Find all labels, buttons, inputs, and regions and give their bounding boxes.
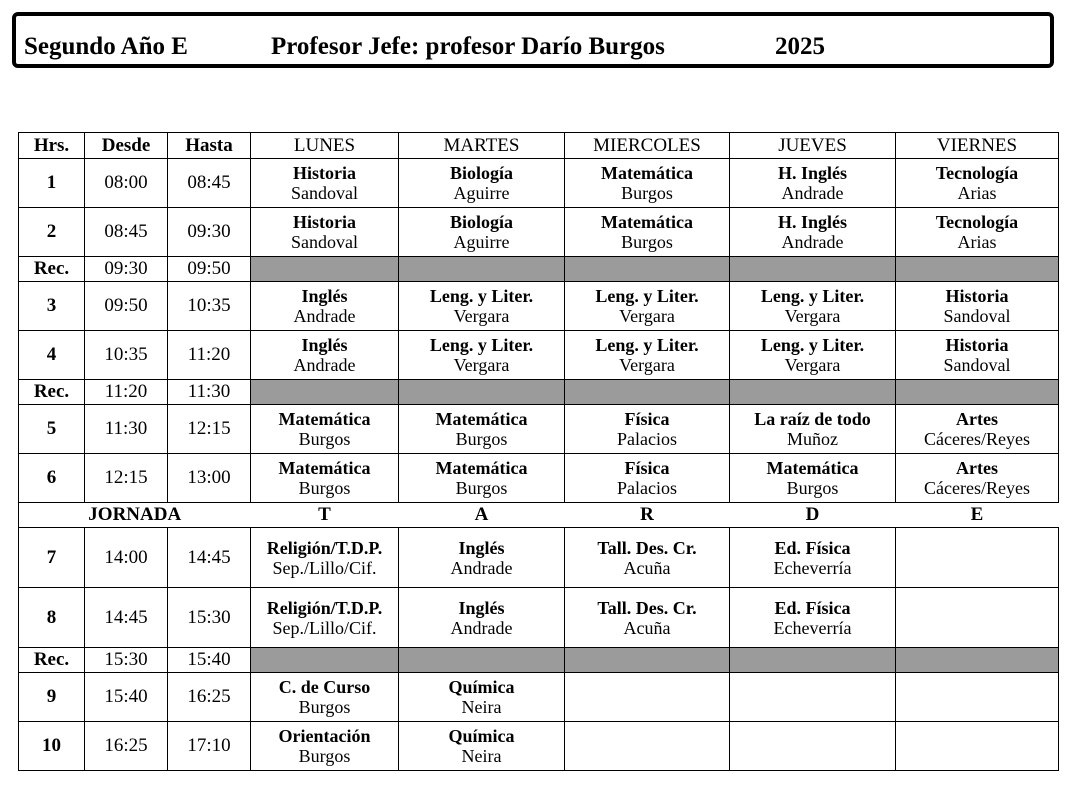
end-time: 08:45 (168, 159, 251, 208)
recess-cell (896, 648, 1059, 673)
teacher-name: Echeverría (773, 617, 852, 638)
teacher-name: Burgos (298, 746, 351, 766)
jornada-letter: R (565, 503, 730, 528)
period-row (19, 331, 1059, 380)
teacher-name: Acuña (623, 557, 671, 578)
class-cell (730, 588, 896, 648)
period-number: Rec. (19, 380, 85, 405)
start-time: 09:50 (85, 282, 168, 331)
class-cell (565, 588, 730, 648)
teacher-name: Andrade (450, 617, 513, 638)
teacher-name: Sep./Lillo/Cif. (272, 557, 377, 578)
subject-name: Leng. y Liter. (595, 335, 699, 355)
class-cell (251, 722, 399, 771)
class-cell (399, 405, 565, 454)
teacher-name: Sandoval (943, 306, 1011, 326)
end-time: 13:00 (168, 454, 251, 503)
teacher-name: Arias (957, 232, 997, 252)
teacher-name: Burgos (621, 183, 673, 203)
class-cell (896, 331, 1059, 380)
end-time: 09:50 (168, 257, 251, 282)
class-cell (565, 673, 730, 722)
period-row (19, 159, 1059, 208)
subject-name: Matemática (435, 458, 528, 478)
teacher-name: Burgos (298, 697, 351, 717)
subject-name: Leng. y Liter. (429, 335, 534, 355)
class-cell (251, 159, 399, 208)
subject-name: Biología (449, 163, 513, 183)
start-time: 10:35 (85, 331, 168, 380)
recess-cell (251, 380, 399, 405)
teacher-name: Andrade (450, 557, 513, 578)
class-cell (565, 159, 730, 208)
subject-name: Química (448, 677, 515, 697)
class-cell (399, 282, 565, 331)
class-cell (565, 722, 730, 771)
recess-cell (399, 648, 565, 673)
class-cell (399, 331, 565, 380)
class-cell (896, 588, 1059, 648)
class-cell (565, 208, 730, 257)
end-time: 11:20 (168, 331, 251, 380)
subject-name: Matemática (766, 458, 859, 478)
column-header: MARTES (399, 133, 565, 159)
recess-cell (730, 648, 896, 673)
class-cell (251, 454, 399, 503)
class-cell (399, 208, 565, 257)
teacher-name: Vergara (784, 306, 841, 326)
teacher-name: Echeverría (773, 557, 852, 578)
subject-name: Inglés (458, 537, 505, 558)
teacher-name: Burgos (298, 429, 351, 449)
teacher-name: Palacios (617, 429, 677, 449)
class-cell (896, 208, 1059, 257)
class-cell (399, 588, 565, 648)
teacher-name: Burgos (455, 429, 508, 449)
teacher-name: Vergara (619, 355, 675, 375)
subject-name: H. Inglés (777, 212, 847, 232)
course-title: Segundo Año E (24, 33, 188, 60)
teacher-name: Aguirre (453, 232, 510, 252)
teacher-name: Andrade (781, 232, 844, 252)
class-cell (730, 673, 896, 722)
teacher-name: Neira (461, 697, 502, 717)
column-header: Desde (85, 133, 168, 159)
teacher-name: Vergara (784, 355, 841, 375)
class-cell (565, 454, 730, 503)
subject-name: Matemática (601, 212, 693, 232)
jornada-label: JORNADA (19, 503, 251, 528)
start-time: 09:30 (85, 257, 168, 282)
subject-name: Tecnología (935, 212, 1019, 232)
teacher-name: Palacios (617, 478, 677, 498)
class-cell (399, 722, 565, 771)
column-header: Hasta (168, 133, 251, 159)
end-time: 15:30 (168, 588, 251, 648)
teacher-name: Sandoval (291, 232, 358, 252)
end-time: 09:30 (168, 208, 251, 257)
teacher-name: Sandoval (943, 355, 1011, 375)
period-number: 2 (19, 208, 85, 257)
subject-name: Inglés (458, 597, 505, 618)
column-header: MIERCOLES (565, 133, 730, 159)
column-header: Hrs. (19, 133, 85, 159)
teacher-name: Aguirre (453, 183, 510, 203)
class-cell (399, 454, 565, 503)
subject-name: Inglés (301, 335, 348, 355)
subject-name: Física (624, 409, 670, 429)
recess-cell (251, 257, 399, 282)
class-cell (399, 673, 565, 722)
end-time: 10:35 (168, 282, 251, 331)
recess-cell (565, 648, 730, 673)
teacher-name: Burgos (298, 478, 351, 498)
class-cell (565, 405, 730, 454)
period-row (19, 722, 1059, 771)
class-cell (251, 588, 399, 648)
end-time: 17:10 (168, 722, 251, 771)
subject-name: Inglés (301, 286, 348, 306)
period-number: 7 (19, 528, 85, 588)
period-row (19, 588, 1059, 648)
subject-name: Matemática (601, 163, 693, 183)
recess-cell (730, 380, 896, 405)
class-cell (251, 282, 399, 331)
start-time: 11:20 (85, 380, 168, 405)
subject-name: Química (448, 726, 515, 746)
end-time: 15:40 (168, 648, 251, 673)
class-cell (399, 528, 565, 588)
column-header: LUNES (251, 133, 399, 159)
recess-cell (399, 257, 565, 282)
teacher-name: Vergara (453, 355, 510, 375)
recess-row (19, 380, 1059, 405)
class-cell (565, 331, 730, 380)
subject-name: Leng. y Liter. (429, 286, 534, 306)
class-cell (399, 159, 565, 208)
recess-cell (730, 257, 896, 282)
class-cell (896, 673, 1059, 722)
class-cell (730, 159, 896, 208)
period-row (19, 454, 1059, 503)
period-row (19, 528, 1059, 588)
class-cell (730, 405, 896, 454)
jornada-letter: A (399, 503, 565, 528)
recess-cell (251, 648, 399, 673)
period-number: 1 (19, 159, 85, 208)
class-cell (896, 159, 1059, 208)
subject-name: Matemática (278, 458, 371, 478)
subject-name: Leng. y Liter. (595, 286, 699, 306)
class-cell (251, 208, 399, 257)
period-number: 5 (19, 405, 85, 454)
teacher-name: Neira (461, 746, 502, 766)
teacher-name: Arias (957, 183, 997, 203)
teacher-name: Cáceres/Reyes (924, 429, 1030, 449)
class-cell (730, 454, 896, 503)
jornada-letter: T (251, 503, 399, 528)
teacher-name: Vergara (453, 306, 510, 326)
recess-cell (565, 380, 730, 405)
start-time: 08:00 (85, 159, 168, 208)
end-time: 14:45 (168, 528, 251, 588)
teacher-name: Sep./Lillo/Cif. (272, 617, 377, 638)
schedule-table (18, 132, 1059, 771)
subject-name: Física (624, 458, 670, 478)
recess-cell (896, 380, 1059, 405)
start-time: 11:30 (85, 405, 168, 454)
subject-name: Artes (956, 458, 998, 478)
subject-name: Orientación (278, 726, 371, 746)
subject-name: Matemática (435, 409, 528, 429)
recess-cell (399, 380, 565, 405)
class-cell (896, 454, 1059, 503)
period-number: 3 (19, 282, 85, 331)
start-time: 12:15 (85, 454, 168, 503)
teacher-name: Andrade (781, 183, 844, 203)
class-cell (251, 331, 399, 380)
table-header-row (19, 133, 1059, 159)
subject-name: Historia (945, 286, 1009, 306)
teacher-name: Andrade (293, 355, 356, 375)
subject-name: Tall. Des. Cr. (597, 597, 697, 618)
class-cell (730, 722, 896, 771)
jornada-letter: E (896, 503, 1059, 528)
start-time: 15:40 (85, 673, 168, 722)
class-cell (730, 208, 896, 257)
teacher-name: Burgos (786, 478, 839, 498)
period-number: 9 (19, 673, 85, 722)
period-number: 6 (19, 454, 85, 503)
subject-name: Ed. Física (774, 597, 851, 618)
class-cell (896, 282, 1059, 331)
end-time: 12:15 (168, 405, 251, 454)
schedule-header (12, 12, 1054, 68)
subject-name: La raíz de todo (754, 409, 871, 429)
period-number: Rec. (19, 648, 85, 673)
subject-name: Religión/T.D.P. (266, 597, 383, 618)
column-header: JUEVES (730, 133, 896, 159)
recess-cell (896, 257, 1059, 282)
subject-name: Historia (293, 212, 356, 232)
class-cell (730, 282, 896, 331)
subject-name: Tall. Des. Cr. (597, 537, 697, 558)
class-cell (565, 282, 730, 331)
class-cell (730, 331, 896, 380)
jornada-letter: D (730, 503, 896, 528)
subject-name: Leng. y Liter. (760, 335, 865, 355)
teacher-name: Cáceres/Reyes (924, 478, 1030, 498)
subject-name: H. Inglés (777, 163, 847, 183)
afternoon-divider-row (19, 503, 1059, 528)
start-time: 15:30 (85, 648, 168, 673)
subject-name: Artes (956, 409, 998, 429)
subject-name: Ed. Física (774, 537, 851, 558)
start-time: 14:00 (85, 528, 168, 588)
period-row (19, 208, 1059, 257)
column-header: VIERNES (896, 133, 1059, 159)
period-number: 10 (19, 722, 85, 771)
teacher-name: Burgos (621, 232, 673, 252)
period-number: Rec. (19, 257, 85, 282)
subject-name: Religión/T.D.P. (266, 537, 383, 558)
period-row (19, 673, 1059, 722)
subject-name: C. de Curso (278, 677, 371, 697)
start-time: 14:45 (85, 588, 168, 648)
recess-row (19, 257, 1059, 282)
subject-name: Historia (945, 335, 1009, 355)
period-number: 4 (19, 331, 85, 380)
recess-row (19, 648, 1059, 673)
class-cell (896, 528, 1059, 588)
head-teacher: Profesor Jefe: profesor Darío Burgos (271, 33, 665, 60)
class-cell (251, 405, 399, 454)
period-row (19, 282, 1059, 331)
school-year: 2025 (775, 33, 825, 60)
start-time: 16:25 (85, 722, 168, 771)
class-cell (896, 405, 1059, 454)
teacher-name: Muñoz (787, 429, 838, 449)
subject-name: Tecnología (935, 163, 1019, 183)
subject-name: Historia (293, 163, 356, 183)
class-cell (251, 673, 399, 722)
end-time: 11:30 (168, 380, 251, 405)
teacher-name: Sandoval (291, 183, 358, 203)
recess-cell (565, 257, 730, 282)
period-row (19, 405, 1059, 454)
start-time: 08:45 (85, 208, 168, 257)
subject-name: Leng. y Liter. (760, 286, 865, 306)
end-time: 16:25 (168, 673, 251, 722)
subject-name: Biología (449, 212, 513, 232)
class-cell (896, 722, 1059, 771)
teacher-name: Andrade (293, 306, 356, 326)
class-cell (565, 528, 730, 588)
teacher-name: Acuña (623, 617, 671, 638)
teacher-name: Burgos (455, 478, 508, 498)
subject-name: Matemática (278, 409, 371, 429)
period-number: 8 (19, 588, 85, 648)
class-cell (251, 528, 399, 588)
class-cell (730, 528, 896, 588)
teacher-name: Vergara (619, 306, 675, 326)
